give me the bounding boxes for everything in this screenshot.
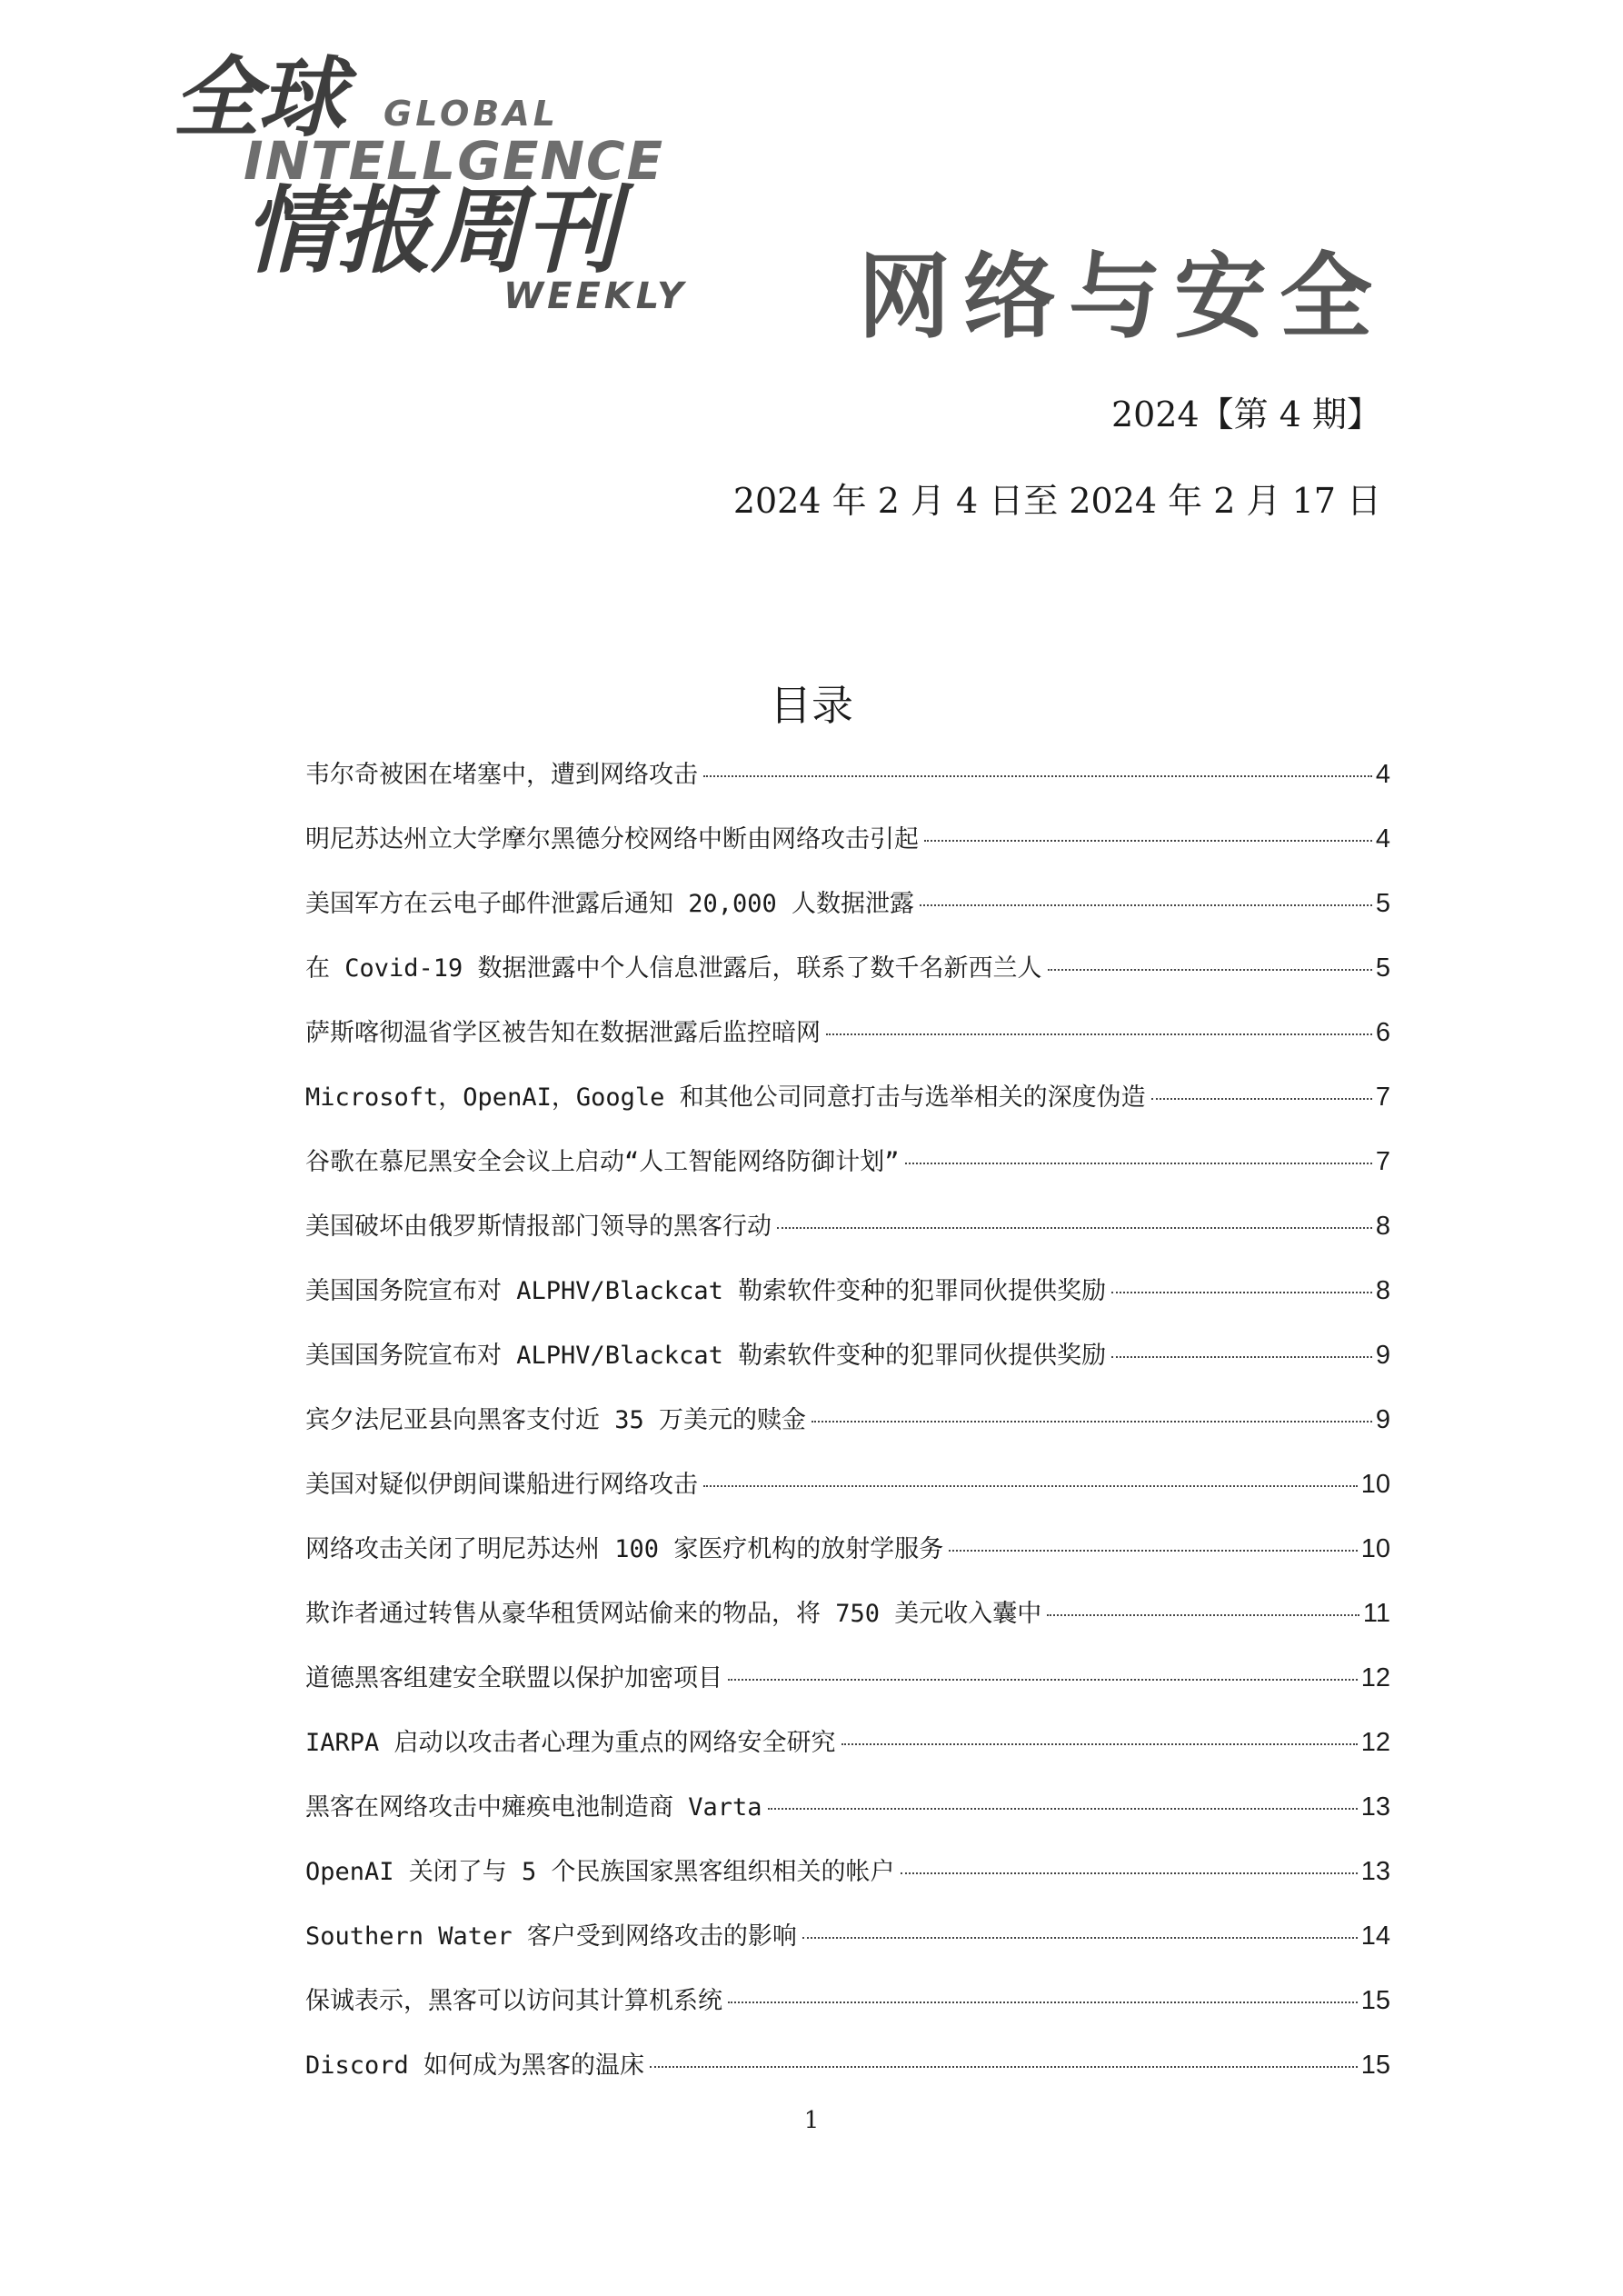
toc-heading: 目录 — [770, 681, 853, 730]
toc-item-page: 6 — [1375, 1018, 1390, 1047]
table-of-contents — [305, 754, 1390, 2110]
toc-item-page: 7 — [1375, 1147, 1390, 1176]
toc-item-title: 萨斯喀彻温省学区被告知在数据泄露后监控暗网 — [305, 1019, 821, 1047]
toc-item-title: IARPA 启动以攻击者心理为重点的网络安全研究 — [305, 1729, 836, 1757]
toc-item-page: 10 — [1360, 1534, 1390, 1563]
logo-text-intelligence: INTELLGENCE — [244, 130, 665, 192]
toc-item-page: 14 — [1360, 1922, 1390, 1951]
date-range: 2024 年 2 月 4 日至 2024 年 2 月 17 日 — [732, 481, 1381, 521]
toc-item-title: 美国对疑似伊朗间谍船进行网络攻击 — [305, 1471, 698, 1499]
page-number: 1 — [803, 2107, 820, 2134]
toc-item[interactable] — [305, 1529, 1390, 1593]
section-title: 网络与安全 — [858, 243, 1385, 352]
toc-leader-dots — [728, 2002, 1358, 2003]
toc-leader-dots — [768, 1808, 1358, 1810]
toc-item-title: 美国国务院宣布对 ALPHV/Blackcat 勒索软件变种的犯罪同伙提供奖励 — [305, 1342, 1107, 1370]
toc-item-title: 美国军方在云电子邮件泄露后通知 20,000 人数据泄露 — [305, 890, 915, 918]
toc-leader-dots — [901, 1872, 1358, 1874]
toc-item[interactable] — [305, 1206, 1390, 1271]
toc-item[interactable] — [305, 1722, 1390, 1787]
toc-leader-dots — [650, 2066, 1358, 2068]
toc-leader-dots — [1111, 1292, 1372, 1293]
toc-item-page: 4 — [1375, 760, 1390, 789]
toc-item-title: 网络攻击关闭了明尼苏达州 100 家医疗机构的放射学服务 — [305, 1535, 944, 1563]
logo-text-cn-top: 全球 — [173, 47, 344, 149]
toc-leader-dots — [802, 1937, 1358, 1939]
toc-item[interactable] — [305, 1464, 1390, 1529]
toc-item-page: 15 — [1360, 2051, 1390, 2080]
toc-leader-dots — [905, 1163, 1372, 1164]
logo-text-weekly: WEEKLY — [503, 275, 687, 317]
toc-leader-dots — [812, 1421, 1372, 1423]
toc-item-page: 8 — [1375, 1276, 1390, 1305]
toc-leader-dots — [841, 1743, 1358, 1745]
toc-item-title: 美国国务院宣布对 ALPHV/Blackcat 勒索软件变种的犯罪同伙提供奖励 — [305, 1277, 1107, 1305]
toc-leader-dots — [703, 1485, 1358, 1487]
toc-leader-dots — [1048, 969, 1372, 971]
toc-item[interactable] — [305, 948, 1390, 1013]
toc-item-page: 10 — [1360, 1470, 1390, 1499]
toc-item-title: 美国破坏由俄罗斯情报部门领导的黑客行动 — [305, 1213, 772, 1241]
toc-item[interactable] — [305, 1787, 1390, 1852]
toc-item[interactable] — [305, 819, 1390, 883]
toc-item[interactable] — [305, 1142, 1390, 1206]
toc-item-title: 黑客在网络攻击中瘫痪电池制造商 Varta — [305, 1793, 762, 1822]
toc-item-title: 谷歌在慕尼黑安全会议上启动“人工智能网络防御计划” — [305, 1148, 900, 1176]
logo-text-global: GLOBAL — [383, 94, 559, 134]
toc-item-page: 11 — [1362, 1599, 1390, 1628]
toc-item[interactable] — [305, 754, 1390, 819]
masthead-logo — [173, 47, 718, 327]
toc-item-page: 9 — [1375, 1405, 1390, 1434]
toc-item-title: OpenAI 关闭了与 5 个民族国家黑客组织相关的帐户 — [305, 1858, 895, 1886]
toc-item-page: 4 — [1375, 824, 1390, 854]
toc-item-title: 道德黑客组建安全联盟以保护加密项目 — [305, 1664, 722, 1692]
toc-item[interactable] — [305, 1916, 1390, 1981]
toc-item-title: 保诚表示，黑客可以访问其计算机系统 — [305, 1987, 722, 2015]
toc-item-page: 15 — [1360, 1986, 1390, 2015]
toc-item[interactable] — [305, 1271, 1390, 1335]
toc-item-page: 5 — [1375, 889, 1390, 918]
toc-item[interactable] — [305, 1852, 1390, 1916]
toc-leader-dots — [920, 904, 1372, 906]
toc-leader-dots — [1151, 1098, 1372, 1100]
toc-leader-dots — [728, 1679, 1358, 1681]
toc-leader-dots — [924, 840, 1372, 842]
toc-item[interactable] — [305, 883, 1390, 948]
toc-leader-dots — [826, 1033, 1372, 1035]
toc-item-page: 13 — [1360, 1792, 1390, 1822]
toc-item-title: 欺诈者通过转售从豪华租赁网站偷来的物品，将 750 美元收入囊中 — [305, 1600, 1042, 1628]
toc-item-title: Microsoft，OpenAI，Google 和其他公司同意打击与选举相关的深度伪造 — [305, 1083, 1146, 1112]
toc-item-page: 12 — [1360, 1728, 1390, 1757]
toc-item-page: 5 — [1375, 953, 1390, 983]
toc-item-page: 12 — [1360, 1663, 1390, 1692]
issue-number: 2024【第 4 期】 — [1110, 394, 1381, 434]
toc-leader-dots — [1111, 1356, 1372, 1358]
toc-item[interactable] — [305, 1658, 1390, 1722]
toc-leader-dots — [703, 775, 1372, 777]
toc-item-title: 宾夕法尼亚县向黑客支付近 35 万美元的赎金 — [305, 1406, 807, 1434]
toc-item[interactable] — [305, 1400, 1390, 1464]
toc-item[interactable] — [305, 2045, 1390, 2110]
toc-item-title: Southern Water 客户受到网络攻击的影响 — [305, 1922, 797, 1951]
toc-item-title: 韦尔奇被困在堵塞中，遭到网络攻击 — [305, 761, 698, 789]
toc-item[interactable] — [305, 1593, 1390, 1658]
logo-text-cn-bottom: 情报周刊 — [244, 175, 619, 286]
toc-item[interactable] — [305, 1335, 1390, 1400]
toc-item-page: 9 — [1375, 1341, 1390, 1370]
toc-item-title: 明尼苏达州立大学摩尔黑德分校网络中断由网络攻击引起 — [305, 825, 919, 854]
toc-leader-dots — [777, 1227, 1372, 1229]
toc-leader-dots — [1047, 1614, 1359, 1616]
toc-item-page: 8 — [1375, 1212, 1390, 1241]
toc-item-page: 7 — [1375, 1083, 1390, 1112]
toc-item-page: 13 — [1360, 1857, 1390, 1886]
toc-item-title: Discord 如何成为黑客的温床 — [305, 2051, 645, 2080]
toc-item[interactable] — [305, 1013, 1390, 1077]
toc-item[interactable] — [305, 1077, 1390, 1142]
toc-item[interactable] — [305, 1981, 1390, 2045]
toc-item-title: 在 Covid-19 数据泄露中个人信息泄露后，联系了数千名新西兰人 — [305, 954, 1042, 983]
toc-leader-dots — [949, 1550, 1357, 1552]
